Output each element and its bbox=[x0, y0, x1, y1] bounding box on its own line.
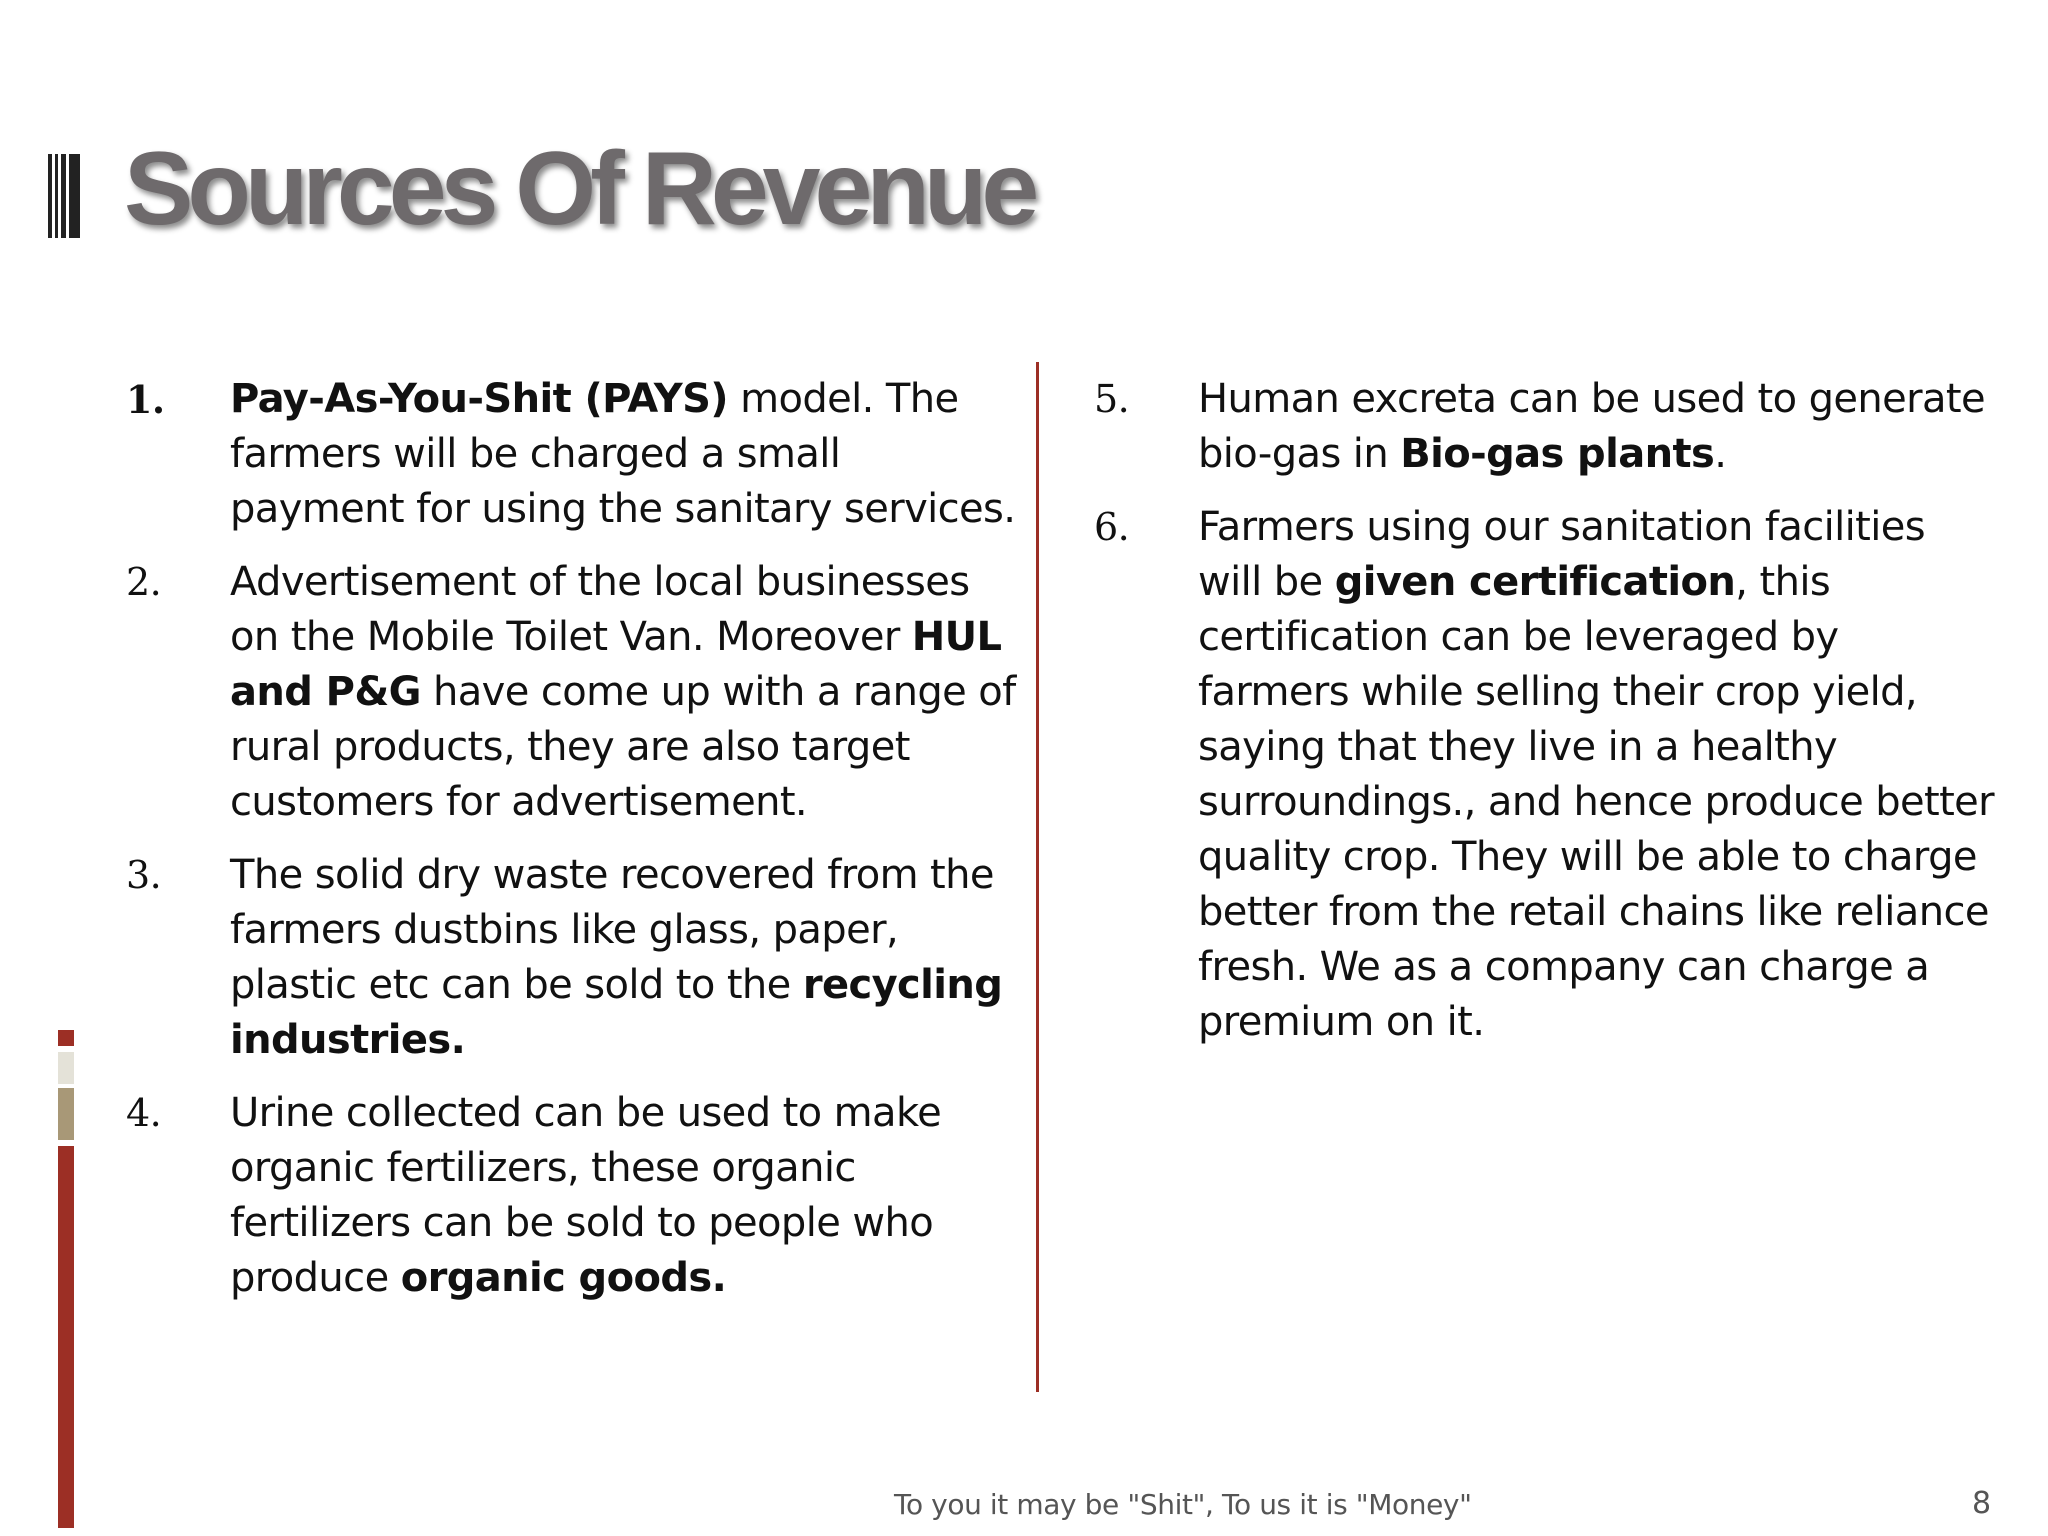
body-text: , this certification can be leveraged by farmers while selling their crop yield, saying that they live in a healthy surroundings., and hence produce better quality crop. They will be able to charge better from the retail chains like reliance fresh. We as a company can charge a premium on it. bbox=[1198, 559, 1995, 1045]
list-item-number: 6. bbox=[1094, 505, 1130, 549]
list-item-number: 1. bbox=[126, 377, 165, 422]
emphasis-text: Pay-As-You-Shit (PAYS) bbox=[230, 376, 728, 422]
body-text: Urine collected can be used to make organic fertilizers, these organic fertilizers can be sold to people who produce bbox=[230, 1090, 942, 1301]
list-item-number: 2. bbox=[126, 560, 162, 604]
emphasis-text: recycling industries. bbox=[230, 962, 1003, 1063]
body-text: The solid dry waste recovered from the farmers dustbins like glass, paper, plastic etc can be sold to the bbox=[230, 852, 994, 1008]
emphasis-text: HUL and P&G bbox=[230, 614, 1002, 715]
list-item-text bbox=[1198, 500, 1994, 1050]
list-item bbox=[1094, 500, 1994, 1050]
decorative-bar-cream bbox=[58, 1052, 74, 1084]
emphasis-text: organic goods. bbox=[400, 1255, 727, 1301]
column-divider bbox=[1036, 362, 1039, 1392]
page-number: 8 bbox=[1972, 1486, 1992, 1521]
list-item-number: 5. bbox=[1094, 377, 1130, 421]
revenue-list-left bbox=[126, 372, 1016, 1324]
list-item-text bbox=[230, 1086, 1016, 1306]
decorative-bar-red bbox=[58, 1146, 74, 1528]
list-item-text bbox=[1198, 372, 1994, 482]
revenue-list-right bbox=[1094, 372, 1994, 1068]
body-text: Farmers using our sanitation facilities will be bbox=[1198, 504, 1926, 605]
decorative-bar-khaki bbox=[58, 1088, 74, 1140]
body-text: Advertisement of the local businesses on the Mobile Toilet Van. Moreover bbox=[230, 559, 970, 660]
list-item-number: 3. bbox=[126, 853, 162, 897]
list-item bbox=[126, 372, 1016, 537]
list-item-number: 4. bbox=[126, 1091, 162, 1135]
list-item bbox=[1094, 372, 1994, 482]
slide-title: Sources Of Revenue bbox=[124, 131, 1034, 247]
list-item bbox=[126, 1086, 1016, 1306]
body-text: model. The farmers will be charged a small payment for using the sanitary services. bbox=[230, 376, 1016, 532]
body-text: have come up with a range of rural products, they are also target customers for advertisement. bbox=[230, 669, 1016, 825]
body-text: Human excreta can be used to generate bio-gas in bbox=[1198, 376, 1985, 477]
emphasis-text: given certification bbox=[1334, 559, 1736, 605]
body-text: . bbox=[1714, 431, 1727, 477]
decorative-bar-red-top bbox=[58, 1030, 74, 1046]
list-item bbox=[126, 555, 1016, 830]
title-stripes-icon bbox=[48, 154, 80, 238]
list-item-text bbox=[230, 372, 1016, 537]
emphasis-text: Bio-gas plants bbox=[1400, 431, 1715, 477]
slide-footer: To you it may be "Shit", To us it is "Money" bbox=[894, 1488, 1472, 1521]
list-item bbox=[126, 848, 1016, 1068]
list-item-text bbox=[230, 555, 1016, 830]
list-item-text bbox=[230, 848, 1016, 1068]
